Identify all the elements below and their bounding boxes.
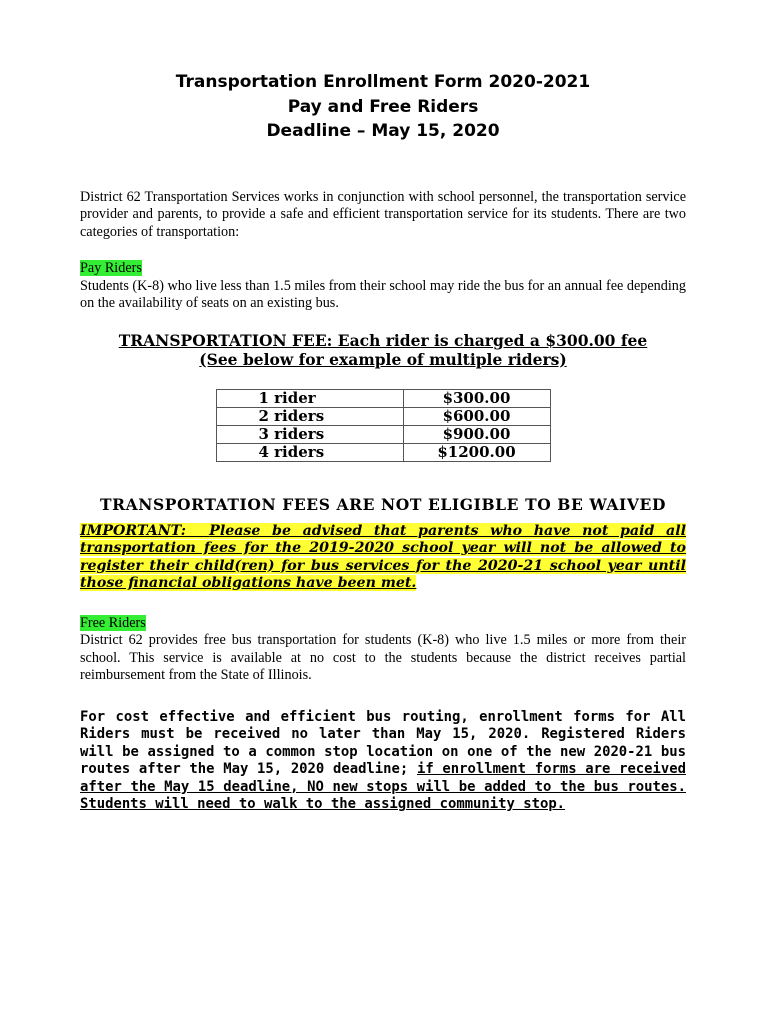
important-text: Please be advised that parents who have not paid all transportation fees for the 2019-2020 school year will not be allowed to register their child(ren) for bus services for the 2020-21 school year until those financial obligations have been met. <box>80 522 686 591</box>
amount-cell: $1200.00 <box>403 443 550 461</box>
free-riders-label: Free Riders <box>80 614 146 631</box>
amount-cell: $900.00 <box>403 425 550 443</box>
fee-heading-line-2: (See below for example of multiple riders) <box>199 349 567 369</box>
title-line-2: Pay and Free Riders <box>287 96 479 117</box>
fee-heading <box>80 331 686 369</box>
waiver-notice: TRANSPORTATION FEES ARE NOT ELIGIBLE TO BE WAIVED <box>99 494 666 514</box>
fee-table <box>216 389 551 462</box>
riders-cell: 4 riders <box>216 443 403 461</box>
important-notice <box>80 523 686 593</box>
free-riders-section <box>80 615 686 633</box>
table-row <box>216 425 550 443</box>
pay-riders-text: Students (K-8) who live less than 1.5 miles from their school may ride the bus for an annual fee depending on the availability of seats on an existing bus. <box>80 277 686 311</box>
form-content <box>80 70 686 814</box>
fee-heading-line-1: TRANSPORTATION FEE: Each rider is charged a $300.00 fee <box>118 330 648 350</box>
pay-riders-section <box>80 260 686 278</box>
riders-cell: 2 riders <box>216 407 403 425</box>
pay-riders-label: Pay Riders <box>80 260 142 276</box>
routing-paragraph <box>80 709 686 814</box>
riders-cell: 1 rider <box>216 389 403 407</box>
amount-cell: $600.00 <box>403 407 550 425</box>
amount-cell: $300.00 <box>403 389 550 407</box>
routing-underlined-text: if enrollment forms are received after the May 15 deadline, NO new stops will be added to the bus routes. Students will need to walk to the assigned community stop. <box>80 761 686 812</box>
routing-text: For cost effective and efficient bus routing, enrollment forms for All Riders must be received no later than May 15, 2020. Registered Riders will be assigned to a common stop location on one of the new 2020-21 bus routes after the May 15, 2020 deadline; <box>80 708 686 777</box>
riders-cell: 3 riders <box>216 425 403 443</box>
table-row <box>216 389 550 407</box>
table-row <box>216 443 550 461</box>
important-label: IMPORTANT: <box>80 522 186 539</box>
title-line-3: Deadline – May 15, 2020 <box>266 121 500 141</box>
title-line-1: Transportation Enrollment Form 2020-2021 <box>175 72 591 92</box>
intro-paragraph: District 62 Transportation Services works in conjunction with school personnel, the transportation service provider and parents, to provide a safe and efficient transportation service for its students. There are two categories of transportation: <box>80 188 686 240</box>
free-riders-text: District 62 provides free bus transportation for students (K-8) who live 1.5 miles or more from their school. This service is available at no cost to the students because the district receives partial reimbursement from the State of Illinois. <box>80 632 686 683</box>
form-title <box>80 70 686 144</box>
table-row <box>216 407 550 425</box>
